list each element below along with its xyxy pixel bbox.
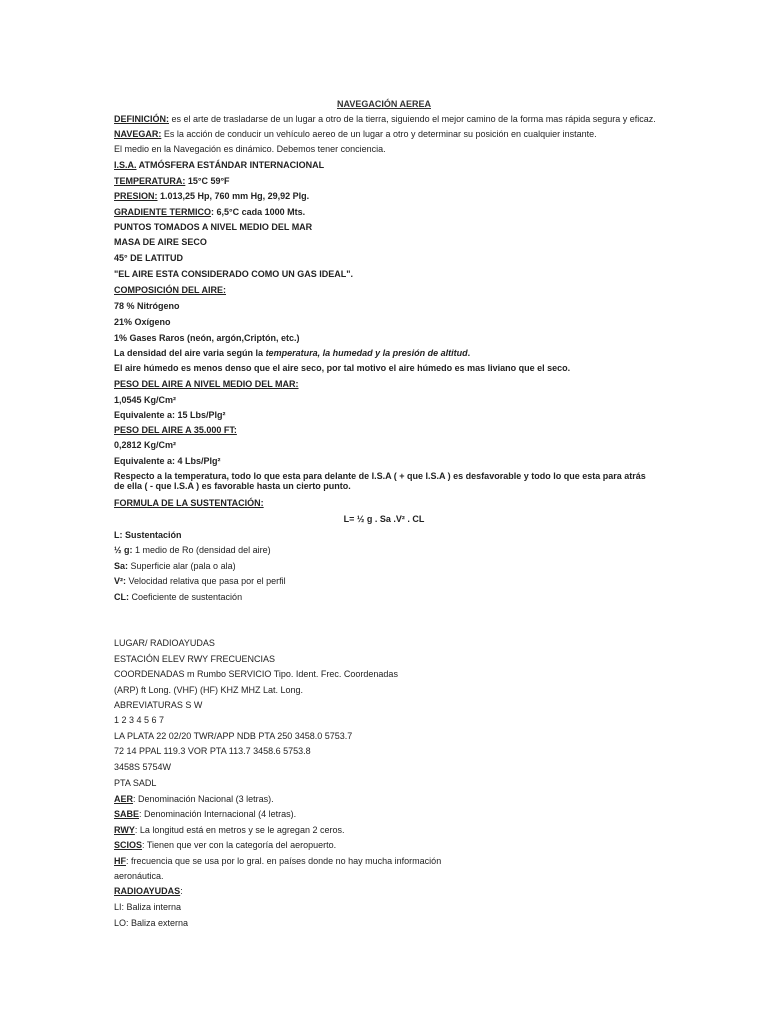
var-line [114, 529, 182, 541]
text-line: ABREVIATURAS S W [114, 700, 203, 710]
abbr-key: SCIOS [114, 840, 143, 850]
radioayudas-line [114, 885, 183, 897]
masa-line: MASA DE AIRE SECO [114, 237, 207, 247]
li-line: LI: Baliza interna [114, 902, 182, 912]
var-text: Coeficiente de sustentación [129, 592, 243, 602]
abbr-text: : La longitud está en metros y se le agregan 2 ceros. [134, 825, 345, 835]
text-line: COORDENADAS m Rumbo SERVICIO Tipo. Ident. Frec. Coordenadas [114, 669, 398, 679]
var-key: V²: [114, 576, 126, 586]
definicion-line [114, 113, 656, 125]
humedo-line: El aire húmedo es menos denso que el aire seco, por tal motivo el aire húmedo es mas liviano que el seco. [114, 363, 571, 373]
temperatura-label: TEMPERATURA: [114, 176, 186, 186]
nitrogeno-line: 78 % Nitrógeno [114, 301, 180, 311]
abbr-key: HF [114, 856, 126, 866]
abbr-line [114, 839, 336, 851]
abbr-line [114, 793, 274, 805]
var-line [114, 560, 236, 572]
latitud-line: 45° DE LATITUD [114, 253, 183, 263]
peso-35-equiv: Equivalente a: 4 Lbs/Plg² [114, 456, 221, 466]
densidad-post: . [467, 348, 471, 358]
presion-text: 1.013,25 Hp, 760 mm Hg, 29,92 Plg. [157, 191, 310, 201]
var-key: ½ g: [114, 545, 133, 555]
var-line [114, 591, 242, 603]
gases-raros-line: 1% Gases Raros (neón, argón,Criptón, etc.) [114, 333, 300, 343]
text-line: 3458S 5754W [114, 762, 172, 772]
gradiente-label: GRADIENTE TERMICO [114, 207, 212, 217]
abbr-key: AER [114, 794, 134, 804]
var-text: Superficie alar (pala o ala) [128, 561, 236, 571]
abbr-text: : Tienen que ver con la categoría del aeropuerto. [142, 840, 337, 850]
text-line: 1 2 3 4 5 6 7 [114, 715, 165, 725]
isa-text: ATMÓSFERA ESTÁNDAR INTERNACIONAL [136, 160, 325, 170]
definicion-label: DEFINICIÓN: [114, 114, 169, 124]
oxigeno-line: 21% Oxígeno [114, 317, 171, 327]
text-line: (ARP) ft Long. (VHF) (HF) KHZ MHZ Lat. Long. [114, 685, 304, 695]
var-text: Velocidad relativa que pasa por el perfil [126, 576, 286, 586]
radioayudas-label: RADIOAYUDAS [114, 886, 181, 896]
isa-line [114, 159, 324, 171]
text-line: LA PLATA 22 02/20 TWR/APP NDB PTA 250 3458.0 5753.7 [114, 731, 353, 741]
formula-label: FORMULA DE LA SUSTENTACIÓN: [114, 498, 264, 508]
navegar-text: Es la acción de conducir un vehículo aereo de un lugar a otro y determinar su posición en cualquier instante. [161, 129, 597, 139]
page-title: NAVEGACIÓN AEREA [336, 99, 431, 109]
aeronautica-line: aeronáutica. [114, 871, 164, 881]
text-line: PTA SADL [114, 778, 157, 788]
composicion-label: COMPOSICIÓN DEL AIRE: [114, 285, 227, 295]
abbr-line [114, 808, 296, 820]
peso-mar-valor: 1,0545 Kg/Cm² [114, 395, 177, 405]
puntos-line: PUNTOS TOMADOS A NIVEL MEDIO DEL MAR [114, 222, 313, 232]
lo-line: LO: Baliza externa [114, 918, 189, 928]
formula: L= ½ g . Sa .V² . CL [343, 514, 425, 524]
var-key: CL: [114, 592, 129, 602]
text-line: LUGAR/ RADIOAYUDAS [114, 638, 215, 648]
densidad-line [114, 347, 470, 359]
peso-mar-label: PESO DEL AIRE A NIVEL MEDIO DEL MAR: [114, 379, 299, 389]
peso-35-valor: 0,2812 Kg/Cm² [114, 440, 177, 450]
gradiente-line [114, 206, 305, 218]
definicion-text: es el arte de trasladarse de un lugar a otro de la tierra, siguiendo el mejor camino de la forma mas rápida segura y eficaz. [169, 114, 656, 124]
densidad-pre: La densidad del aire varia según la [114, 348, 266, 358]
densidad-italic: temperatura, la humedad y la presión de altitud [265, 348, 468, 358]
abbr-key: RWY [114, 825, 135, 835]
presion-label: PRESION: [114, 191, 158, 201]
temperatura-line [114, 175, 230, 187]
text-line: ESTACIÓN ELEV RWY FRECUENCIAS [114, 654, 276, 664]
abbr-text: : frecuencia que se usa por lo gral. en países donde no hay mucha información [126, 856, 442, 866]
text-line: 72 14 PPAL 119.3 VOR PTA 113.7 3458.6 5753.8 [114, 746, 311, 756]
peso-35-label: PESO DEL AIRE A 35.000 FT: [114, 425, 237, 435]
gradiente-text: : 6,5°C cada 1000 Mts. [211, 207, 306, 217]
radioayudas-colon: : [180, 886, 183, 896]
abbr-line [114, 855, 441, 867]
abbr-key: SABE [114, 809, 140, 819]
var-key: L: Sustentación [114, 530, 182, 540]
isa-label: I.S.A. [114, 160, 137, 170]
var-line [114, 575, 286, 587]
navegar-line [114, 128, 597, 140]
abbr-line [114, 824, 344, 836]
temperatura-text: 15°C 59°F [185, 176, 230, 186]
abbr-text: : Denominación Internacional (4 letras). [139, 809, 297, 819]
var-text: 1 medio de Ro (densidad del aire) [132, 545, 271, 555]
navegar-label: NAVEGAR: [114, 129, 162, 139]
abbr-text: : Denominación Nacional (3 letras). [133, 794, 274, 804]
var-key: Sa: [114, 561, 129, 571]
respecto-paragraph: Respecto a la temperatura, todo lo que esta para delante de I.S.A ( + que I.S.A ) es desfavorable y todo lo que esta para atrás de ella ( - que I.S.A ) es favorable hasta un cierto punto. [114, 471, 646, 491]
medio-line: El medio en la Navegación es dinámico. Debemos tener conciencia. [114, 144, 386, 154]
presion-line [114, 190, 309, 202]
gas-ideal-line: "EL AIRE ESTA CONSIDERADO COMO UN GAS IDEAL". [114, 269, 354, 279]
peso-mar-equiv: Equivalente a: 15 Lbs/Plg² [114, 410, 226, 420]
var-line [114, 544, 271, 556]
